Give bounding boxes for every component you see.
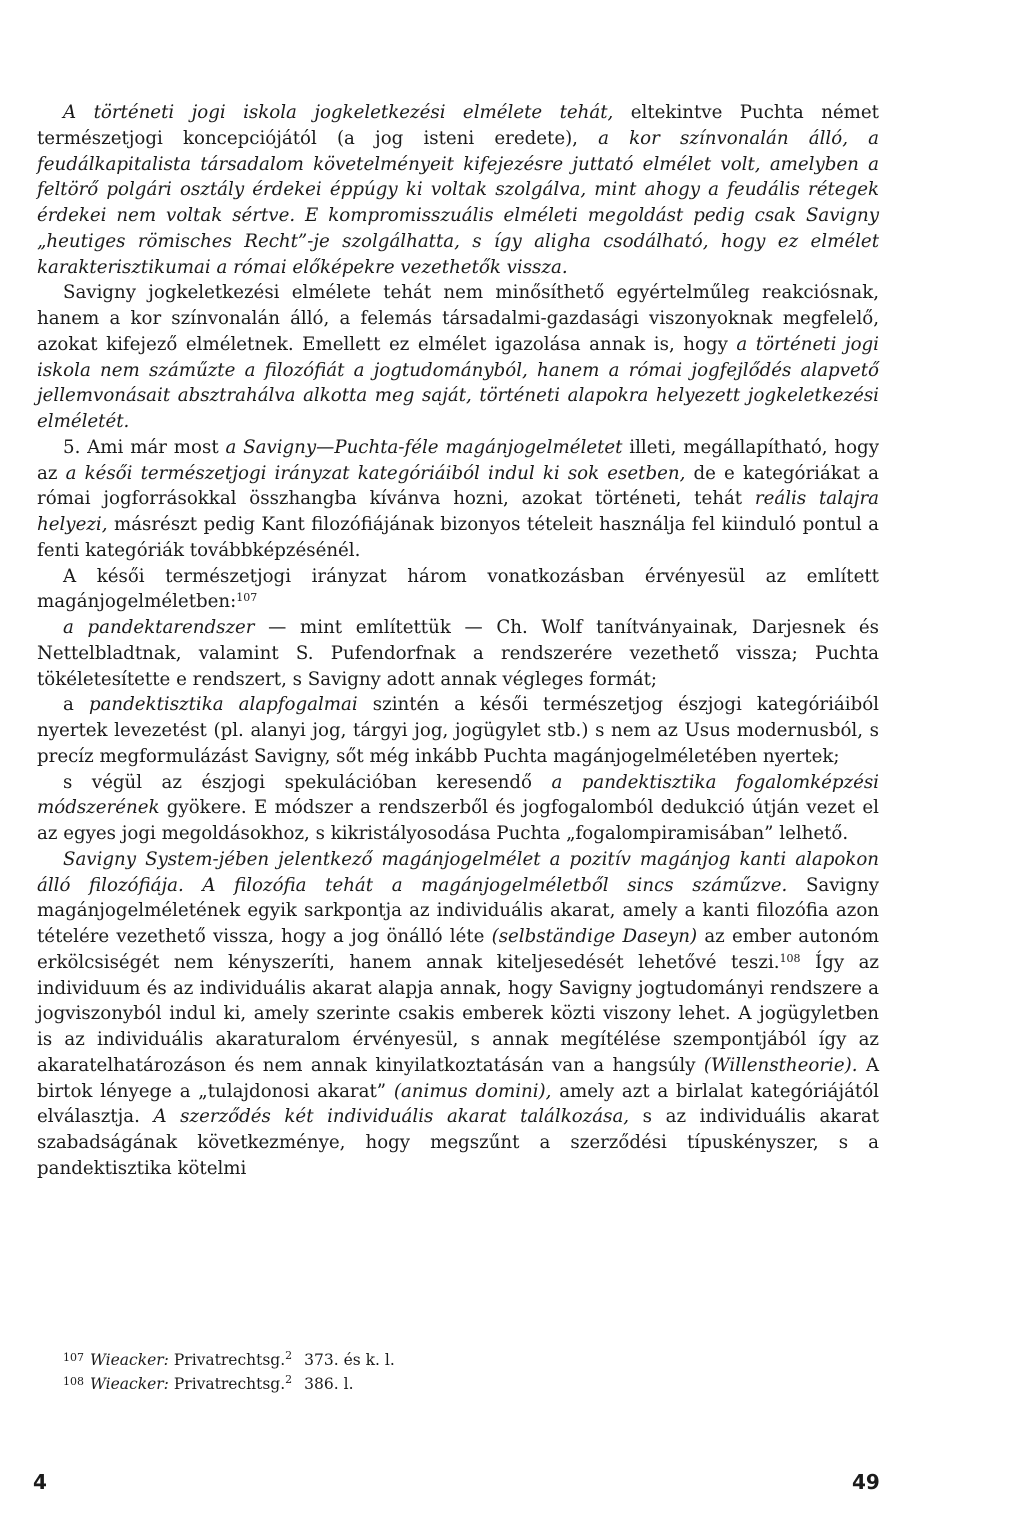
footnote-pages: 386. l. — [304, 1375, 354, 1393]
footnote-edition: 2 — [285, 1349, 293, 1362]
text-run: gyökere. E módszer a rendszerből és jogfogalomból dedukció útján vezet el az egyes jogi megoldásokhoz, s kikristályosodása Puchta „fogalompiramisában” lelhető. — [37, 797, 879, 844]
italic-text: reális talajra helyezi, — [37, 488, 879, 535]
italic-text: A történeti jogi iskola jogkeletkezési elmélete tehát, — [63, 102, 614, 123]
italic-text: Savigny System-jében jelentkező magánjogelmélet a pozitív magánjog kanti alapokon álló filozófiája. A filozófia tehát a magánjogelméletből sincs száműzve. — [37, 848, 879, 896]
italic-text: A szerződés két individuális akarat találkozása, — [153, 1106, 630, 1128]
footnote-ref: 108 — [779, 951, 801, 965]
footnote-number: 108 — [63, 1375, 84, 1388]
footnote — [63, 1371, 763, 1395]
footnote-ref: 107 — [236, 591, 258, 605]
footnote-edition: 2 — [285, 1373, 293, 1386]
italic-text: (animus domini), — [393, 1080, 552, 1102]
text-run: az ember autonóm erkölcsiségét nem kényszeríti, hanem annak kiteljesedését lehetővé teszi. — [37, 926, 879, 973]
footnote-pages: 373. és k. l. — [304, 1351, 395, 1369]
footnote-number: 107 — [63, 1351, 84, 1364]
text-run: A birtok lényege a „tulajdonosi akarat” — [37, 1054, 879, 1102]
text-run: eltekintve Puchta német természetjogi koncepciójától (a jog isteni eredete), — [37, 102, 879, 149]
italic-text: pandektisztika alapfogalmai — [88, 694, 358, 716]
paragraph — [37, 692, 879, 769]
footnote — [63, 1347, 763, 1371]
footnote-title: Privatrechtsg. — [173, 1351, 286, 1369]
text-run: szintén a késői természetjog észjogi kategóriáiból nyertek levezetést (pl. alanyi jog, tárgyi jog, jogügylet stb.) s nem az Usus modernusból, s precíz megformulázást Savigny, sőt még inkább Puchta magánjogelméletében nyertek; — [37, 694, 880, 767]
text-run: 5. Ami már most — [63, 436, 226, 458]
text-run: a — [63, 694, 89, 716]
text-run: s végül az észjogi spekulációban keresendő — [63, 771, 552, 793]
italic-text: a kor színvonalán álló, a feudálkapitalista társadalom követelményeit kifejezésre juttató elmélet volt, amelyben a feltörő polgári osztály érdekei éppúgy ki voltak szolgálva, mint ahogy a feudális rétegek érdekei nem voltak sértve. E kompromisszuális elméleti megoldást pedig csak Savigny „heutiges römisches Recht”-je szolgálhatta, s így aligha csodálható, hogy ez elmélet karakterisztikumai a római előképekre vezethetők vissza. — [37, 127, 879, 278]
paragraph — [37, 847, 879, 1182]
footnotes — [63, 1347, 763, 1395]
paragraph — [37, 100, 879, 280]
italic-text: a történeti jogi iskola nem száműzte a filozófiát a jogtudományból, hanem a római jogfejlődés alapvető jellemvonásait absztrahálva alkotta meg saját, történeti alapokra helyezett jogkeletkezési elméletét. — [37, 333, 880, 432]
text-run: amely azt a birlalat kategóriájától elválasztja. — [37, 1080, 880, 1128]
italic-text: a pandektisztika fogalomképzési módszerének — [37, 771, 879, 819]
italic-text: a késői természetjogi irányzat kategóriáiból indul ki sok esetben, — [65, 462, 686, 484]
text-run: de e kategóriákat a római jogforrásokkal összhangba kívánva hozni, azokat történeti, tehát — [37, 462, 879, 510]
footnote-title: Privatrechtsg. — [173, 1375, 286, 1393]
text-run: A késői természetjogi irányzat három vonatkozásban érvényesül az említett magánjogelméletben: — [37, 565, 879, 613]
italic-text: (selbständige Daseyn) — [491, 926, 698, 947]
paragraph — [37, 770, 879, 847]
paragraph — [37, 280, 879, 435]
italic-text: a Savigny—Puchta-féle magánjogelméletet — [225, 436, 623, 458]
signature-mark: 4 — [33, 1470, 47, 1494]
footnote-author: Wieacker: — [90, 1375, 169, 1393]
paragraph — [37, 435, 879, 564]
text-run: — mint említettük — Ch. Wolf tanítványainak, Darjesnek és Nettelbladtnak, valamint S. Pufendorfnak a rendszerére vezethető vissza; Puchta tökéletesítette e rendszert, s Savigny adott annak végleges formát; — [37, 617, 879, 690]
text-run: s az individuális akarat szabadságának következménye, hogy megszűnt a szerződési típuskényszer, s a pandektisztika kötelmi — [37, 1106, 880, 1179]
page-number: 49 — [852, 1470, 880, 1494]
text-run: Így az individuum és az individuális akarat alapja annak, hogy Savigny jogtudományi rendszere a jogviszonyból indul ki, amely szerinte csakis emberek közti viszony lehet. A jogügyletben is az individuális akaraturalom érvényesül, s annak megítélése szempontjából így az akaratelhatározáson és nem annak kinyilatkoztatásán van a hangsúly — [37, 951, 879, 1076]
italic-text: (Willenstheorie). — [703, 1054, 858, 1076]
text-run: másrészt pedig Kant filozófiájának bizonyos tételeit használja fel kiinduló pontul a fenti kategóriák továbbképzésénél. — [37, 514, 879, 561]
text-run: Savigny magánjogelméletének egyik sarkpontja az individuális akarat, amely a kanti filozófia azon tételére vezethető vissza, hogy a jog önálló léte — [37, 874, 879, 947]
text-run: illeti, megállapítható, hogy az — [37, 436, 879, 484]
italic-text: a pandektarendszer — [63, 617, 255, 638]
footnote-author: Wieacker: — [90, 1351, 169, 1369]
text-run: Savigny jogkeletkezési elmélete tehát nem minősíthető egyértelműleg reakciósnak, hanem a kor színvonalán álló, a felemás társadalmi-gazdasági viszonyoknak megfelelő, azokat kifejező elméletnek. Emellett ez elmélet igazolása annak is, hogy — [37, 282, 879, 355]
paragraph — [37, 564, 879, 616]
paragraph — [37, 615, 879, 692]
body-text — [37, 100, 879, 1182]
